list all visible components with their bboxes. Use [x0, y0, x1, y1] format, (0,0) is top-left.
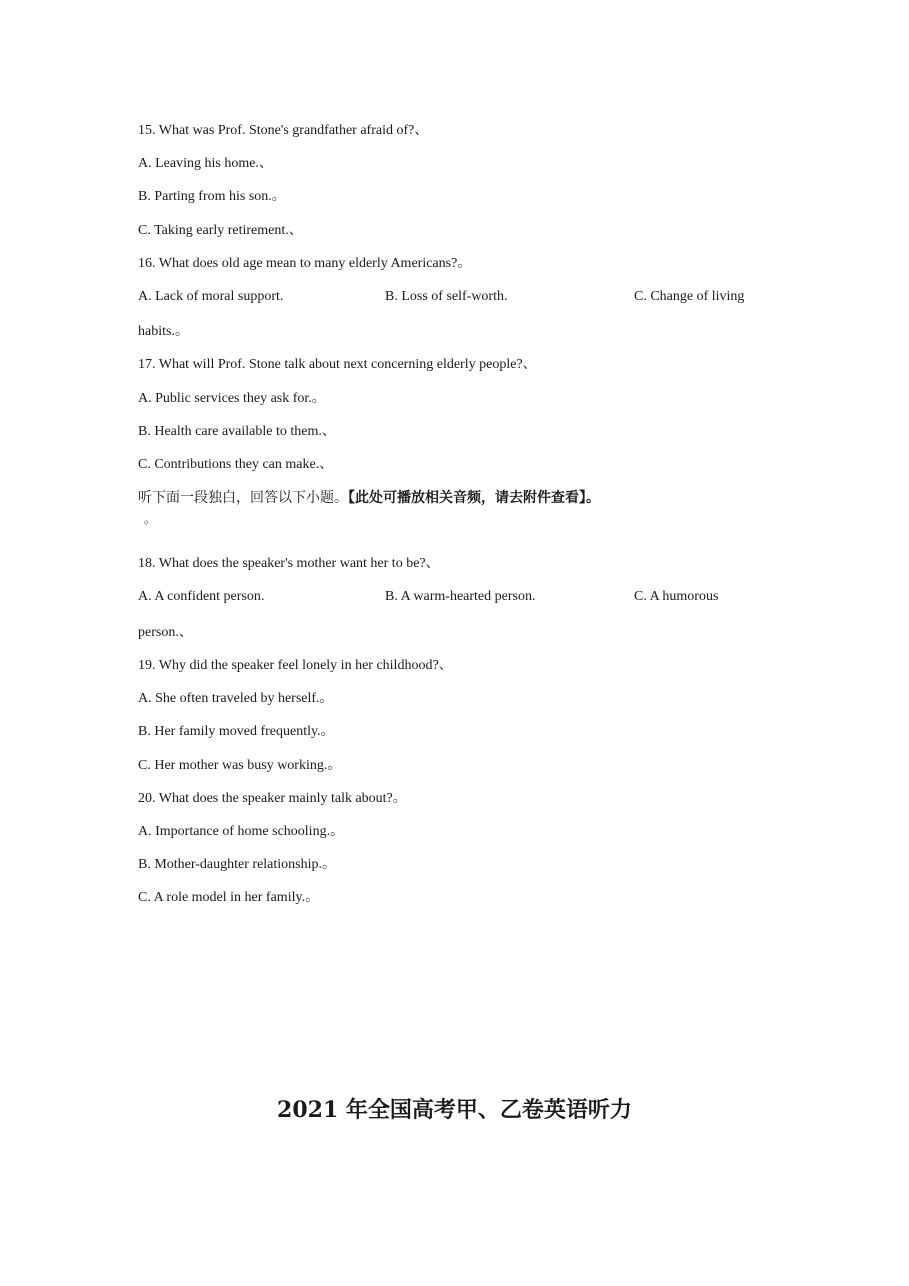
audio-attachment-note: 【此处可播放相关音频，请去附件查看】。: [348, 490, 600, 506]
question-15-option-a: A. Leaving his home.、: [138, 156, 273, 171]
listening-instruction: [138, 489, 600, 507]
question-17-option-c: C. Contributions they can make.、: [138, 457, 334, 472]
question-18-option-c-continued: person.、: [138, 625, 193, 640]
question-19-option-b: B. Her family moved frequently.。: [138, 724, 335, 739]
question-20: 20. What does the speaker mainly talk about?。: [138, 791, 407, 806]
question-17: 17. What will Prof. Stone talk about next concerning elderly people?、: [138, 357, 537, 372]
question-16-option-c: C. Change of living: [634, 289, 745, 304]
question-20-option-b: B. Mother-daughter relationship.。: [138, 857, 337, 872]
instruction-mark: 。: [144, 512, 157, 526]
question-20-option-c: C. A role model in her family.。: [138, 890, 320, 905]
question-16-option-a: A. Lack of moral support.: [138, 289, 284, 304]
question-18-option-a: A. A confident person.: [138, 589, 265, 604]
section-title: 2021 年全国高考甲、乙卷英语听力: [277, 1097, 632, 1123]
instruction-text: 听下面一段独白，回答以下小题。: [138, 490, 348, 506]
question-19-option-a: A. She often traveled by herself.。: [138, 691, 334, 706]
question-16-option-c-continued: habits.。: [138, 324, 189, 339]
question-16: 16. What does old age mean to many elderly Americans?。: [138, 256, 472, 271]
question-16-option-b: B. Loss of self-worth.: [385, 289, 508, 304]
question-17-option-a: A. Public services they ask for.。: [138, 391, 326, 406]
question-18: 18. What does the speaker's mother want her to be?、: [138, 556, 440, 571]
question-19: 19. Why did the speaker feel lonely in her childhood?、: [138, 658, 453, 673]
question-15: 15. What was Prof. Stone's grandfather afraid of?、: [138, 123, 429, 138]
question-15-option-c: C. Taking early retirement.、: [138, 223, 303, 238]
question-18-option-b: B. A warm-hearted person.: [385, 589, 536, 604]
question-18-option-c: C. A humorous: [634, 589, 719, 604]
question-15-option-b: B. Parting from his son.。: [138, 189, 286, 204]
question-17-option-b: B. Health care available to them.、: [138, 424, 336, 439]
question-20-option-a: A. Importance of home schooling.。: [138, 824, 345, 839]
question-19-option-c: C. Her mother was busy working.。: [138, 758, 342, 773]
